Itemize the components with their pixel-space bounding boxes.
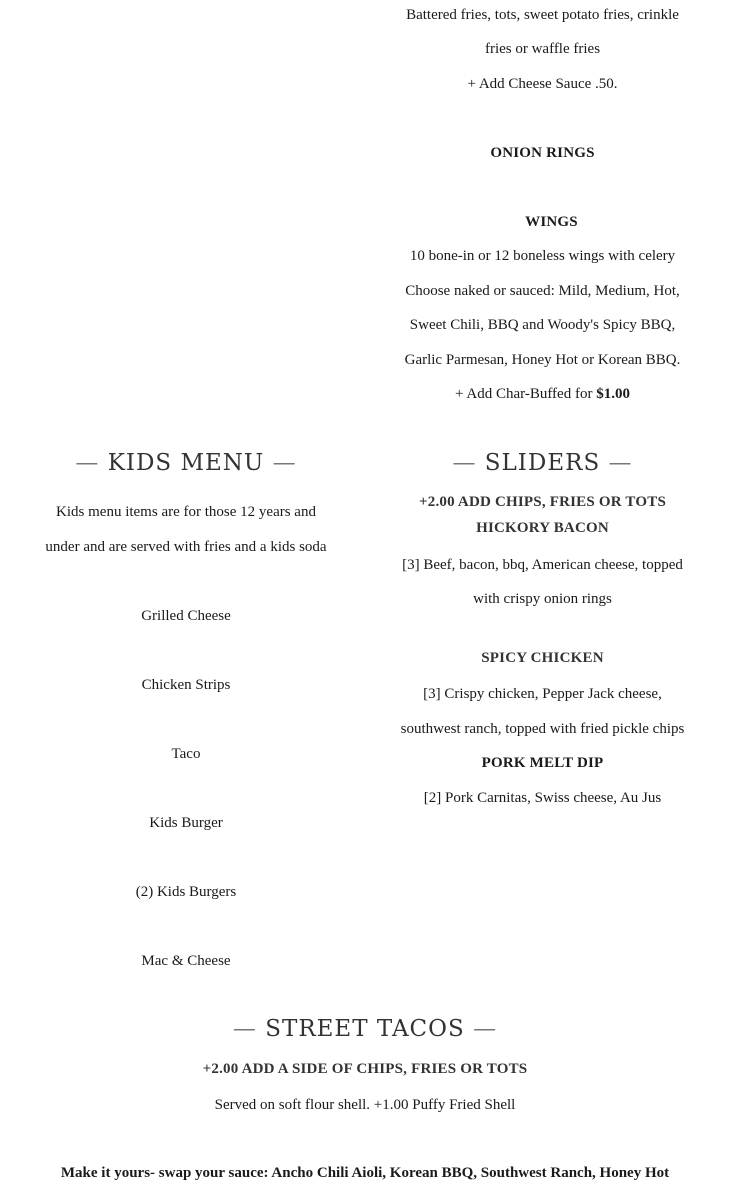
spicy-chicken-line1: [3] Crispy chicken, Pepper Jack cheese, [423,686,662,702]
wings-line2: Choose naked or sauced: Mild, Medium, Hot, [405,283,680,299]
street-tacos-addon: +2.00 ADD A SIDE OF CHIPS, FRIES OR TOTS [202,1061,528,1077]
pork-melt-dip-line1: [2] Pork Carnitas, Swiss cheese, Au Jus [423,790,662,806]
fries-addon: + Add Cheese Sauce .50. [467,76,618,92]
kids-menu-item: Grilled Cheese [141,608,231,624]
street-tacos-title: STREET TACOS [265,1016,465,1042]
wings-line3: Sweet Chili, BBQ and Woody's Spicy BBQ, [409,317,676,333]
kids-menu-dash-right: — [272,450,297,476]
street-tacos-served: Served on soft flour shell. +1.00 Puffy Fried Shell [214,1097,516,1113]
wings-addon [355,384,730,404]
street-tacos-dash-right: — [473,1016,498,1042]
sliders-dash-right: — [608,450,633,476]
wings-addon-prefix: + Add Char-Buffed for [455,386,597,402]
kids-menu-title: KIDS MENU [107,450,265,476]
sliders-dash-left: — [452,450,477,476]
hickory-bacon-line2: with crispy onion rings [473,591,612,607]
hickory-bacon-title: HICKORY BACON [476,520,609,536]
street-tacos-dash-left: — [232,1016,257,1042]
sliders-addon: +2.00 ADD CHIPS, FRIES OR TOTS [419,494,666,510]
street-tacos-heading [0,1014,730,1044]
kids-menu-item: (2) Kids Burgers [135,884,237,900]
pork-melt-dip-title: PORK MELT DIP [481,755,604,771]
spicy-chicken-title: SPICY CHICKEN [481,650,604,666]
kids-menu-dash-left: — [75,450,100,476]
kids-menu-intro-line2: under and are served with fries and a kids soda [45,539,327,555]
sliders-heading [355,448,730,478]
wings-title: WINGS [525,214,578,230]
wings-line4: Garlic Parmesan, Honey Hot or Korean BBQ. [404,352,681,368]
wings-line1: 10 bone-in or 12 boneless wings with celery [409,248,676,264]
kids-menu-item: Kids Burger [149,815,223,831]
wings-addon-price: $1.00 [596,386,630,402]
onion-rings-title: ONION RINGS [490,145,595,161]
hickory-bacon-line1: [3] Beef, bacon, bbq, American cheese, topped [402,557,683,573]
fries-description-line1: Battered fries, tots, sweet potato fries, crinkle [406,7,679,23]
kids-menu-item: Mac & Cheese [141,953,231,969]
kids-menu-item: Taco [171,746,201,762]
fries-description-line2: fries or waffle fries [484,41,601,57]
spicy-chicken-line2: southwest ranch, topped with fried pickle chips [400,721,685,737]
street-tacos-sauce-line: Make it yours- swap your sauce: Ancho Chili Aioli, Korean BBQ, Southwest Ranch, Honey Hot [60,1165,670,1181]
sliders-title: SLIDERS [484,450,601,476]
kids-menu-intro-line1: Kids menu items are for those 12 years and [56,504,316,520]
kids-menu-item: Chicken Strips [141,677,231,693]
kids-menu-heading [0,448,372,478]
